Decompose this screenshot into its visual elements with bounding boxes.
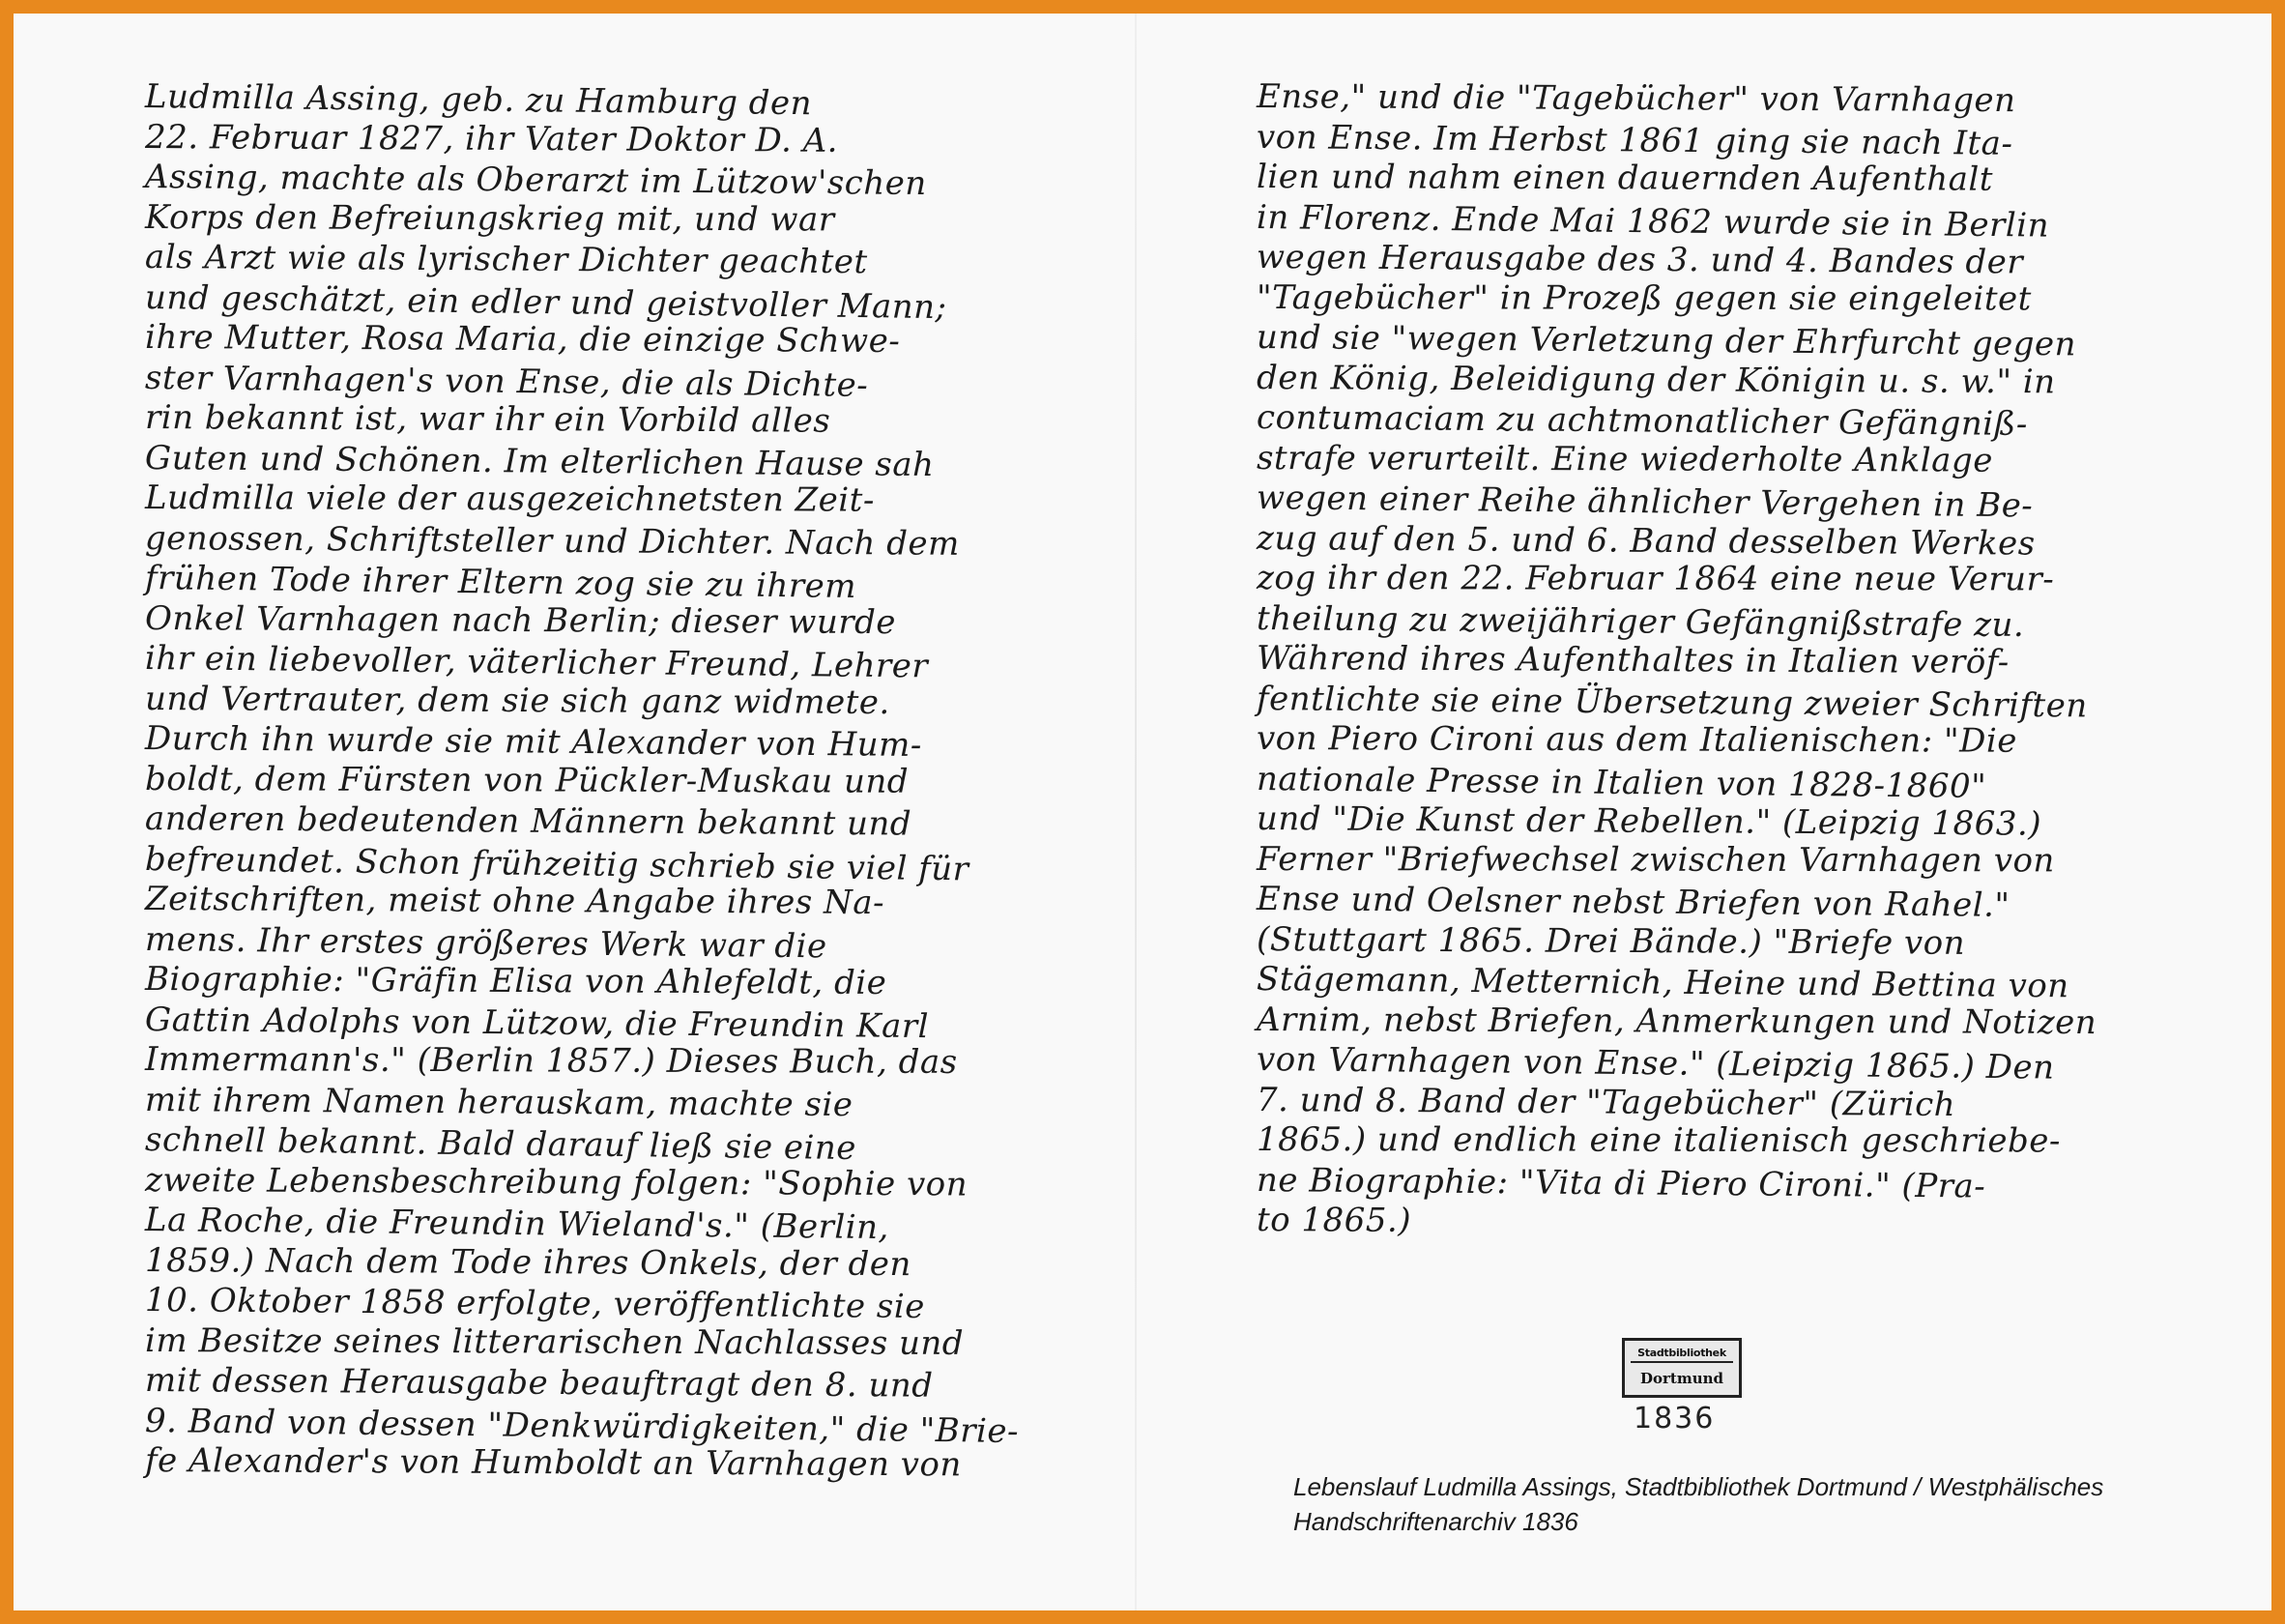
handwritten-line: ne Biographie: "Vita di Piero Cironi." (Pra- (1256, 1160, 1986, 1206)
stamp-line-1: Stadtbibliothek (1631, 1347, 1733, 1363)
page-gutter (1135, 14, 1137, 1610)
handwritten-line: zug auf den 5. und 6. Band desselben Werkes (1256, 518, 2036, 564)
handwritten-line: Onkel Varnhagen nach Berlin; dieser wurde (144, 598, 897, 642)
handwritten-line: ihr ein liebevoller, väterlicher Freund, Lehrer (144, 639, 929, 686)
handwritten-line: Stägemann, Metternich, Heine und Bettina von (1256, 960, 2069, 1006)
handwritten-line: mit dessen Herausgabe beauftragt den 8. und (144, 1361, 934, 1406)
handwritten-line: von Piero Cironi aus dem Italienischen: "Die (1256, 719, 2017, 761)
handwritten-line: 9. Band von dessen "Denkwürdigkeiten," die "Brie- (144, 1401, 1020, 1451)
image-caption (1293, 1469, 2250, 1539)
archive-number: 1836 (1634, 1402, 1716, 1436)
handwritten-line: von Varnhagen von Ense." (Leipzig 1865.) Den (1256, 1040, 2055, 1088)
handwritten-line: Guten und Schönen. Im elterlichen Hause sah (144, 438, 935, 484)
handwritten-line: rin bekannt ist, war ihr ein Vorbild alles (144, 398, 831, 441)
library-stamp (1622, 1338, 1742, 1398)
handwritten-line: Biographie: "Gräfin Elisa von Ahlefeldt, die (144, 960, 887, 1003)
handwritten-line: und Vertrauter, dem sie sich ganz widmete. (144, 679, 890, 722)
handwritten-line: Ludmilla viele der ausgezeichnetsten Zeit- (144, 478, 875, 520)
handwritten-line: Ferner "Briefwechsel zwischen Varnhagen von (1256, 839, 2055, 880)
handwritten-line: in Florenz. Ende Mai 1862 wurde sie in Berlin (1256, 197, 2050, 246)
handwritten-line: lien und nahm einen dauernden Aufenthalt (1256, 158, 1994, 199)
handwritten-line: (Stuttgart 1865. Drei Bände.) "Briefe von (1256, 919, 1966, 963)
handwritten-line: Immermann's." (Berlin 1857.) Dieses Buch, das (144, 1040, 958, 1082)
handwritten-line: zog ihr den 22. Februar 1864 eine neue Verur- (1256, 559, 2055, 599)
handwritten-line: to 1865.) (1256, 1201, 1412, 1240)
caption-line-1: Lebenslauf Ludmilla Assings, Stadtbibliothek Dortmund / Westphälisches (1293, 1472, 2104, 1501)
handwritten-line: Ense," und die "Tagebücher" von Varnhagen (1256, 77, 2016, 121)
handwritten-line: 22. Februar 1827, ihr Vater Doktor D. A. (144, 117, 839, 160)
handwritten-line: theilung zu zweijähriger Gefängnißstrafe zu. (1256, 598, 2025, 645)
handwritten-line: wegen einer Reihe ähnlicher Vergehen in Be- (1256, 478, 2034, 526)
handwritten-line: schnell bekannt. Bald darauf ließ sie eine (144, 1120, 857, 1168)
handwritten-line: fe Alexander's von Humboldt an Varnhagen von (144, 1441, 962, 1485)
handwritten-line: den König, Beleidigung der Königin u. s. w." in (1256, 358, 2056, 401)
handwritten-line: zweite Lebensbeschreibung folgen: "Sophie von (144, 1160, 969, 1204)
handwritten-line: fentlichte sie eine Übersetzung zweier Schriften (1256, 679, 2088, 726)
handwritten-line: Während ihres Aufenthaltes in Italien veröf- (1256, 639, 2010, 682)
handwritten-line: Durch ihn wurde sie mit Alexander von Hum- (144, 719, 923, 766)
handwritten-line: Zeitschriften, meist ohne Angabe ihres Na- (144, 880, 885, 923)
handwritten-line: und geschätzt, ein edler und geistvoller Mann; (144, 277, 947, 327)
handwritten-line: ster Varnhagen's von Ense, die als Dichte- (144, 358, 869, 405)
handwritten-line: befreundet. Schon frühzeitig schrieb sie viel für (144, 839, 969, 888)
handwritten-line: und sie "wegen Verletzung der Ehrfurcht gegen (1256, 318, 2077, 364)
handwritten-line: Gattin Adolphs von Lützow, die Freundin Karl (144, 1000, 930, 1046)
stamp-line-2: Dortmund (1639, 1370, 1723, 1387)
handwritten-line: "Tagebücher" in Prozeß gegen sie eingeleitet (1256, 277, 2032, 318)
handwritten-line: Korps den Befreiungskrieg mit, und war (144, 197, 835, 239)
handwritten-line: strafe verurteilt. Eine wiederholte Anklage (1256, 438, 1993, 480)
handwritten-line: 1865.) und endlich eine italienisch geschriebe- (1256, 1120, 2061, 1161)
handwritten-line: als Arzt wie als lyrischer Dichter geachtet (144, 238, 868, 282)
handwritten-line: mit ihrem Namen herauskam, machte sie (144, 1080, 853, 1124)
handwritten-line: mens. Ihr erstes größeres Werk war die (144, 919, 827, 966)
caption-line-2: Handschriftenarchiv 1836 (1293, 1507, 1578, 1536)
handwritten-line: Ense und Oelsner nebst Briefen von Rahel." (1256, 880, 2010, 925)
handwritten-line: und "Die Kunst der Rebellen." (Leipzig 1863.) (1256, 799, 2042, 844)
handwritten-line: frühen Tode ihrer Eltern zog sie zu ihrem (144, 559, 857, 606)
handwritten-line: von Ense. Im Herbst 1861 ging sie nach Ita- (1256, 117, 2013, 163)
handwritten-line: nationale Presse in Italien von 1828-1860" (1256, 759, 1987, 806)
handwritten-line: 10. Oktober 1858 erfolgte, veröffentlichte sie (144, 1281, 926, 1327)
handwritten-line: Arnim, nebst Briefen, Anmerkungen und Notizen (1256, 1000, 2097, 1042)
handwritten-line: wegen Herausgabe des 3. und 4. Bandes der (1256, 238, 2024, 282)
handwritten-line: boldt, dem Fürsten von Pückler-Muskau und (144, 759, 910, 801)
handwritten-line: contumaciam zu achtmonatlicher Gefängniß- (1256, 398, 2029, 444)
handwritten-line: Ludmilla Assing, geb. zu Hamburg den (144, 77, 813, 124)
handwritten-line: anderen bedeutenden Männern bekannt und (144, 799, 912, 844)
handwritten-line: Assing, machte als Oberarzt im Lützow'schen (144, 158, 927, 204)
handwritten-line: 7. und 8. Band der "Tagebücher" (Zürich (1256, 1080, 1956, 1124)
handwritten-line: La Roche, die Freundin Wieland's." (Berlin, (144, 1201, 890, 1248)
handwritten-line: im Besitze seines litterarischen Nachlasses und (144, 1320, 965, 1363)
handwritten-line: 1859.) Nach dem Tode ihres Onkels, der den (144, 1240, 911, 1284)
handwritten-line: genossen, Schriftsteller und Dichter. Nach dem (144, 518, 960, 564)
handwritten-line: ihre Mutter, Rosa Maria, die einzige Schwe- (144, 318, 901, 362)
